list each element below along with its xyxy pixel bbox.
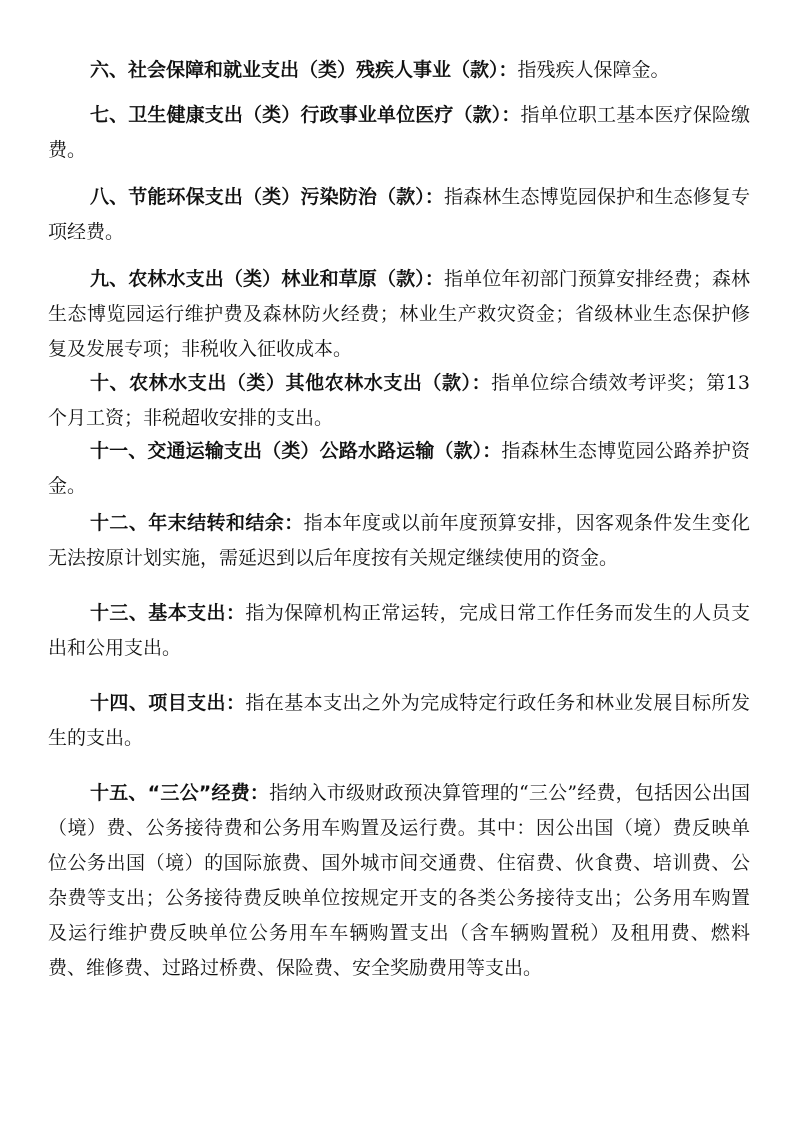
paragraph-text: 指单位职工基本医疗保险缴费。 (48, 104, 750, 161)
paragraph-6 (48, 53, 750, 88)
paragraph-text: 指森林生态博览园公路养护资金。 (48, 440, 750, 497)
paragraph-10 (48, 366, 750, 436)
paragraph-text: 指残疾人保障金。 (517, 59, 670, 81)
paragraph-heading: 十一、交通运输支出（类）公路水路运输（款）： (90, 440, 502, 462)
paragraph-12 (48, 506, 750, 576)
paragraph-11 (48, 434, 750, 504)
paragraph-text: 指在基本支出之外为完成特定行政任务和林业发展目标所发生的支出。 (48, 692, 750, 749)
paragraph-heading: 九、农林水支出（类）林业和草原（款）： (90, 268, 444, 290)
paragraph-heading: 十四、项目支出： (90, 692, 246, 714)
paragraph-text: 指单位综合绩效考评奖；第13个月工资；非税超收安排的支出。 (48, 372, 750, 429)
paragraph-heading: 十二、年末结转和结余： (90, 512, 304, 534)
paragraph-text: 指为保障机构正常运转，完成日常工作任务而发生的人员支出和公用支出。 (48, 602, 750, 659)
paragraph-text: 指单位年初部门预算安排经费；森林生态博览园运行维护费及森林防火经费；林业生产救灾资金；省级林业生态保护修复及发展专项；非税收入征收成本。 (48, 268, 750, 360)
paragraph-13 (48, 596, 750, 666)
paragraph-heading: 十、农林水支出（类）其他农林水支出（款）： (90, 372, 492, 394)
paragraph-heading: 七、卫生健康支出（类）行政事业单位医疗（款）： (90, 104, 521, 126)
paragraph-14 (48, 686, 750, 756)
paragraph-heading: 十三、基本支出： (90, 602, 246, 624)
paragraph-heading: 六、社会保障和就业支出（类）残疾人事业（款）： (90, 59, 518, 81)
paragraph-heading: 八、节能环保支出（类）污染防治（款）： (90, 186, 444, 208)
paragraph-text: 指本年度或以前年度预算安排，因客观条件发生变化无法按原计划实施，需延迟到以后年度按有关规定继续使用的资金。 (48, 512, 750, 569)
paragraph-heading: 十五、“三公”经费： (90, 782, 270, 804)
paragraph-7 (48, 98, 750, 168)
paragraph-15 (48, 776, 750, 986)
paragraph-8 (48, 180, 750, 250)
paragraph-text: 指森林生态博览园保护和生态修复专项经费。 (48, 186, 750, 243)
paragraph-9 (48, 262, 750, 367)
paragraph-text: 指纳入市级财政预决算管理的“三公”经费，包括因公出国（境）费、公务接待费和公务用车购置及运行费。其中：因公出国（境）费反映单位公务出国（境）的国际旅费、国外城市间交通费、住宿费、伙食费、培训费、公杂费等支出；公务接待费反映单位按规定开支的各类公务接待支出；公务用车购置及运行维护费反映单位公务用车车辆购置支出（含车辆购置税）及租用费、燃料费、维修费、过路过桥费、保险费、安全奖励费用等支出。 (48, 782, 750, 979)
